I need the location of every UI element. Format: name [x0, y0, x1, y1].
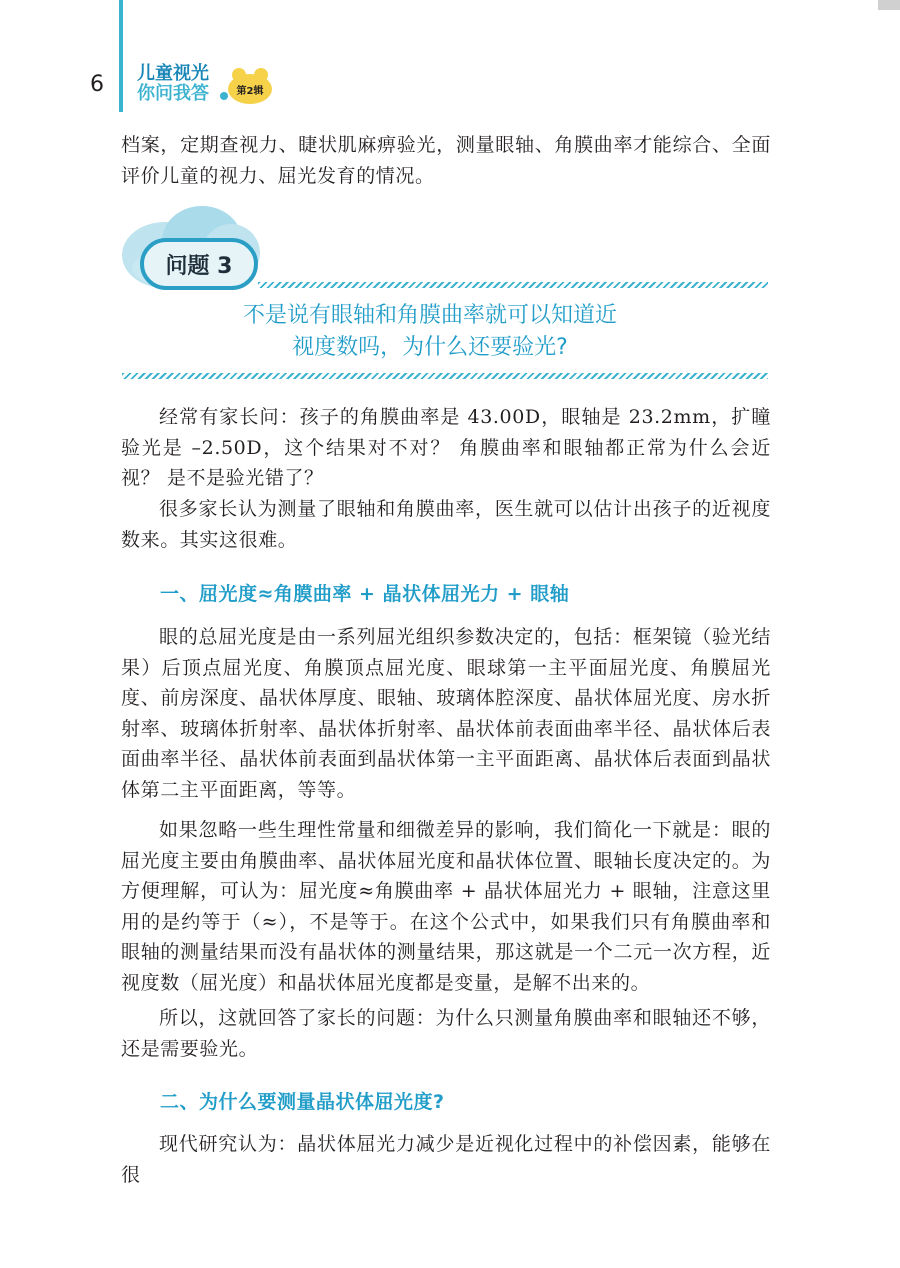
- body-paragraph-5: 所以，这就回答了家长的问题：为什么只测量角膜曲率和眼轴还不够，还是需要验光。: [121, 1007, 771, 1060]
- body-paragraph-6: 现代研究认为：晶状体屈光力减少是近视化过程中的补偿因素，能够在很: [121, 1133, 771, 1186]
- question-top-divider: [258, 282, 768, 288]
- volume-badge-label: 第2辑: [228, 74, 272, 104]
- body-paragraph-1: 经常有家长问：孩子的角膜曲率是 43.00D，眼轴是 23.2mm，扩瞳验光是 –2.50D，这个结果对不对？ 角膜曲率和眼轴都正常为什么会近视？ 是不是验光错了？: [121, 406, 771, 489]
- page-number: 6: [90, 72, 104, 97]
- book-title-line1: 儿童视光: [137, 63, 209, 84]
- section-heading-2: 二、为什么要测量晶状体屈光度?: [160, 1091, 445, 1113]
- section-heading-1: 一、屈光度≈角膜曲率 + 晶状体屈光力 + 眼轴: [160, 583, 570, 605]
- question-title-line2: 视度数吗，为什么还要验光?: [292, 335, 568, 360]
- body-paragraph-3: 眼的总屈光度是由一系列屈光组织参数决定的，包括：框架镜（验光结果）后顶点屈光度、角膜顶点屈光度、眼球第一主平面屈光度、角膜屈光度、前房深度、晶状体厚度、眼轴、玻璃体腔深度、晶状体屈光度、房水折射率、玻璃体折射率、晶状体折射率、晶状体前表面曲率半径、晶状体后表面曲率半径、晶状体前表面到晶状体第一主平面距离、晶状体后表面到晶状体第二主平面距离，等等。: [121, 626, 771, 801]
- body-paragraph-4: 如果忽略一些生理性常量和细微差异的影响，我们简化一下就是：眼的屈光度主要由角膜曲率、晶状体屈光度和晶状体位置、眼轴长度决定的。为方便理解，可认为：屈光度≈角膜曲率 + 晶状体屈光力 + 眼轴，注意这里用的是约等于（≈），不是等于。在这个公式中，如果我们只有角膜曲率和眼轴的测量结果而没有晶状体的测量结果，那这就是一个二元一次方程，近视度数（屈光度）和晶状体屈光度都是变量，是解不出来的。: [121, 819, 771, 994]
- book-title-line2: 你问我答: [137, 83, 209, 104]
- question-label: 问题 3: [140, 238, 258, 290]
- header-accent-line: [119, 0, 123, 112]
- question-bottom-divider: [122, 373, 768, 379]
- book-title: [137, 64, 209, 104]
- volume-badge: [228, 68, 272, 104]
- question-title-line1: 不是说有眼轴和角膜曲率就可以知道近: [242, 303, 617, 328]
- question-title: [160, 300, 700, 364]
- body-paragraph-2: 很多家长认为测量了眼轴和角膜曲率，医生就可以估计出孩子的近视度数来。其实这很难。: [121, 498, 771, 551]
- title-dot: [220, 92, 228, 100]
- intro-paragraph: 档案，定期查视力、睫状肌麻痹验光，测量眼轴、角膜曲率才能综合、全面评价儿童的视力、屈光发育的情况。: [121, 134, 771, 187]
- page-corner-mark: [878, 0, 900, 10]
